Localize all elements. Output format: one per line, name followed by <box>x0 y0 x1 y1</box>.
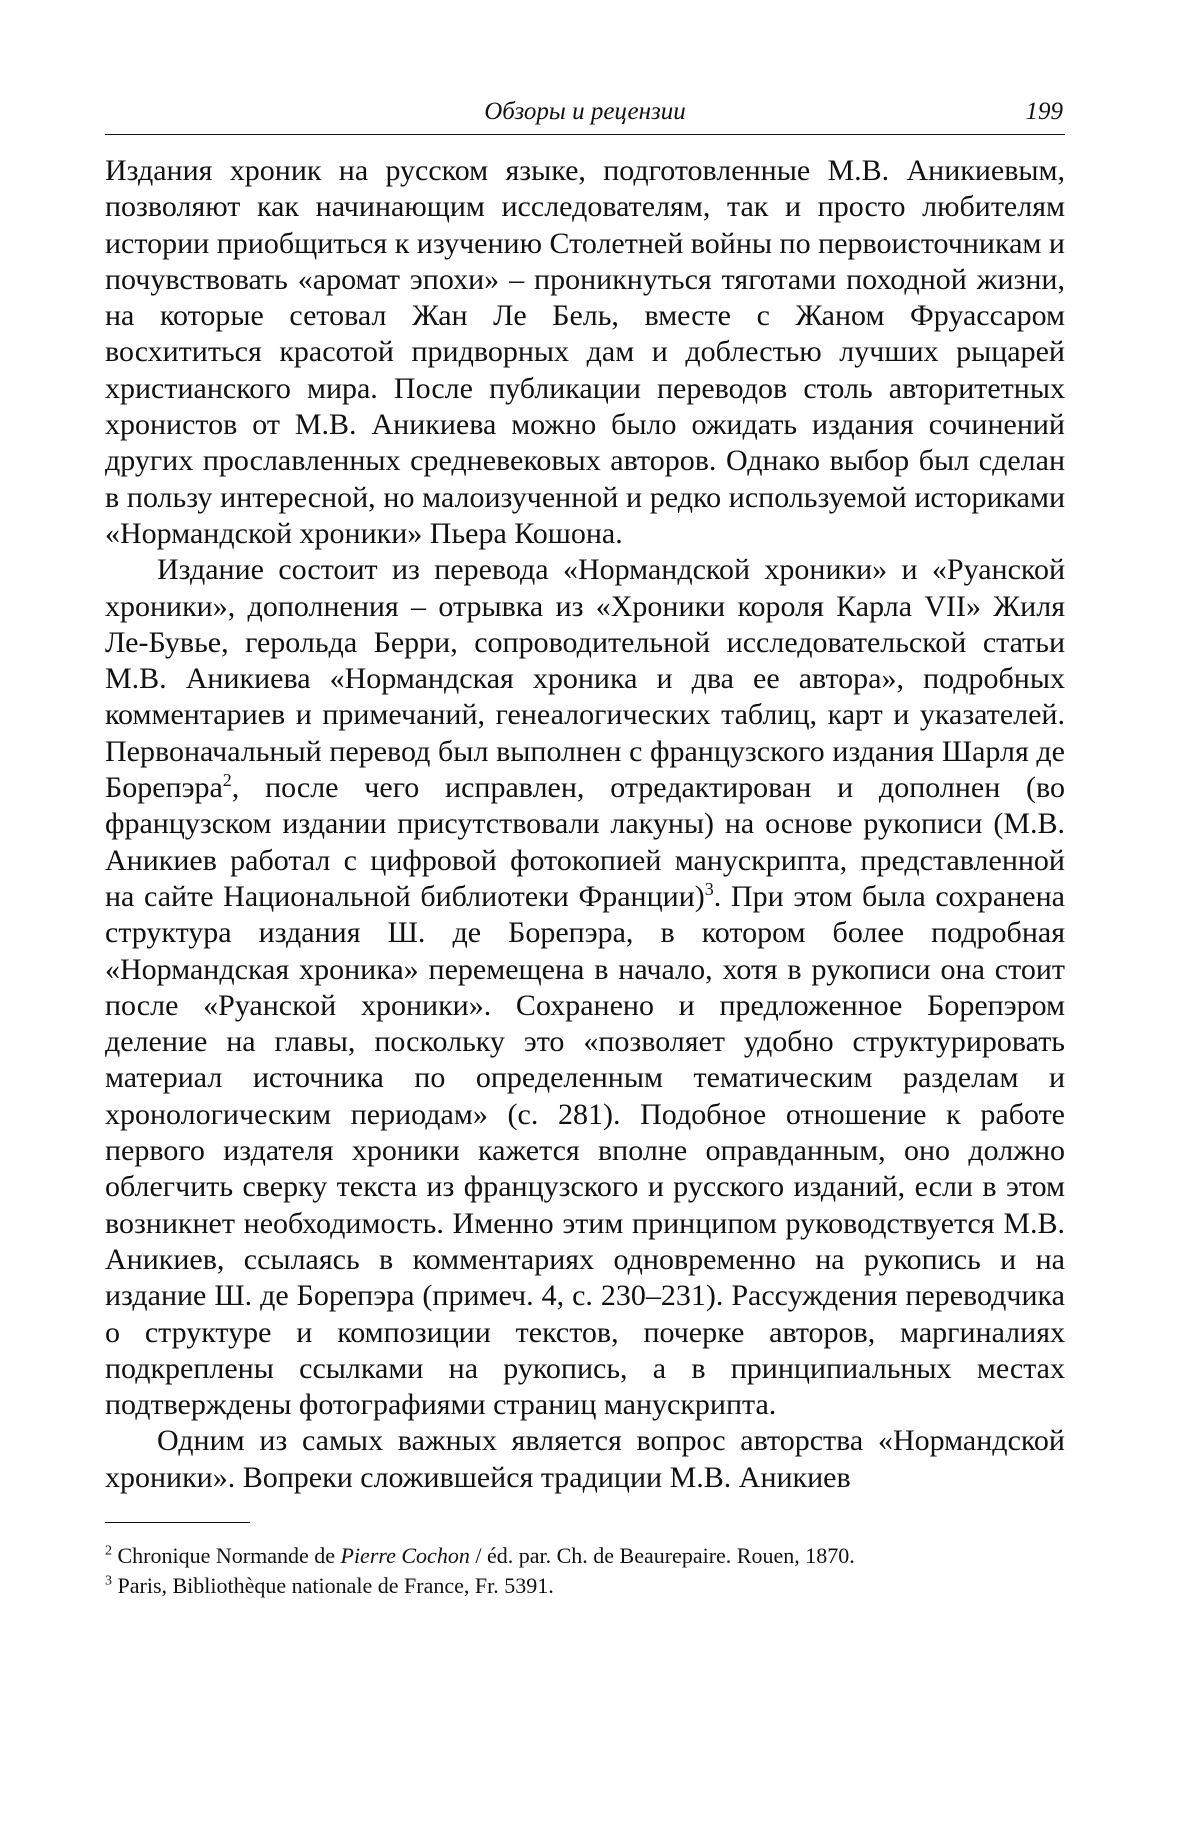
footnote <box>105 1541 1065 1571</box>
paragraph-text: , после чего исправлен, отредактирован и дополнен (во французском издании присутствовали лакуны) на основе рукописи (М.В. Аникиев работал с цифровой фотокопией манускрипта, представленной на сайте Национальной библиотеки Франции) <box>105 771 1065 913</box>
paragraph: Одним из самых важных является вопрос авторства «Нормандской хроники». Вопреки сложившейся традиции М.В. Аникиев <box>105 1423 1065 1496</box>
footnote-reference: 3 <box>705 879 714 899</box>
running-title: Обзоры и рецензии <box>105 98 1065 126</box>
footnotes <box>105 1541 1065 1601</box>
page-number: 199 <box>1026 98 1064 126</box>
footnote-text: / éd. par. Ch. de Beaurepaire. Rouen, 1870. <box>470 1543 855 1568</box>
paragraph <box>105 552 1065 1423</box>
footnote-reference: 2 <box>223 770 232 790</box>
footnote-author: Pierre Cochon <box>341 1543 470 1568</box>
footnote-number: 3 <box>105 1574 112 1589</box>
footnote-text: Chronique Normande de <box>118 1543 341 1568</box>
book-page <box>105 92 1065 1601</box>
footnote <box>105 1571 1065 1601</box>
body-text <box>105 153 1065 1496</box>
footnote-separator <box>105 1522 250 1523</box>
running-header <box>105 92 1065 135</box>
footnote-number: 2 <box>105 1544 112 1559</box>
footnote-text: Paris, Bibliothèque nationale de France, Fr. 5391. <box>118 1573 554 1598</box>
paragraph: Издания хроник на русском языке, подготовленные М.В. Аникиевым, позволяют как начинающим исследователям, так и просто любителям истории приобщиться к изучению Столетней войны по первоисточникам и почувствовать «аромат эпохи» – проникнуться тяготами походной жизни, на которые сетовал Жан Ле Бель, вместе с Жаном Фруассаром восхититься красотой придворных дам и доблестью лучших рыцарей христианского мира. После публикации переводов столь авторитетных хронистов от М.В. Аникиева можно было ожидать издания сочинений других прославленных средневековых авторов. Однако выбор был сделан в пользу интересной, но малоизученной и редко используемой историками «Нормандской хроники» Пьера Кошона. <box>105 153 1065 552</box>
paragraph-text: Издание состоит из перевода «Нормандской хроники» и «Руанской хроники», дополнения – отрывка из «Хроники короля Карла VII» Жиля Ле-Бувье, герольда Берри, сопроводительной исследовательской статьи М.В. Аникиева «Нормандская хроника и два ее автора», подробных комментариев и примечаний, генеалогических таблиц, карт и указателей. Первоначальный перевод был выполнен с французского издания Шарля де Борепэра <box>105 553 1065 804</box>
paragraph-text: . При этом была сохранена структура издания Ш. де Борепэра, в котором более подробная «Нормандская хроника» перемещена в начало, хотя в рукописи она стоит после «Руанской хроники». Сохранено и предложенное Борепэром деление на главы, поскольку это «позволяет удобно структурировать материал источника по определенным тематическим разделам и хронологическим периодам» (с. 281). Подобное отношение к работе первого издателя хроники кажется вполне оправданным, оно должно облегчить сверку текста из французского и русского изданий, если в этом возникнет необходимость. Именно этим принципом руководствуется М.В. Аникиев, ссылаясь в комментариях одновременно на рукопись и на издание Ш. де Борепэра (примеч. 4, с. 230–231). Рассуждения переводчика о структуре и композиции текстов, почерке авторов, маргиналиях подкреплены ссылками на рукопись, а в принципиальных местах подтверждены фотографиями страниц манускрипта. <box>105 880 1065 1421</box>
